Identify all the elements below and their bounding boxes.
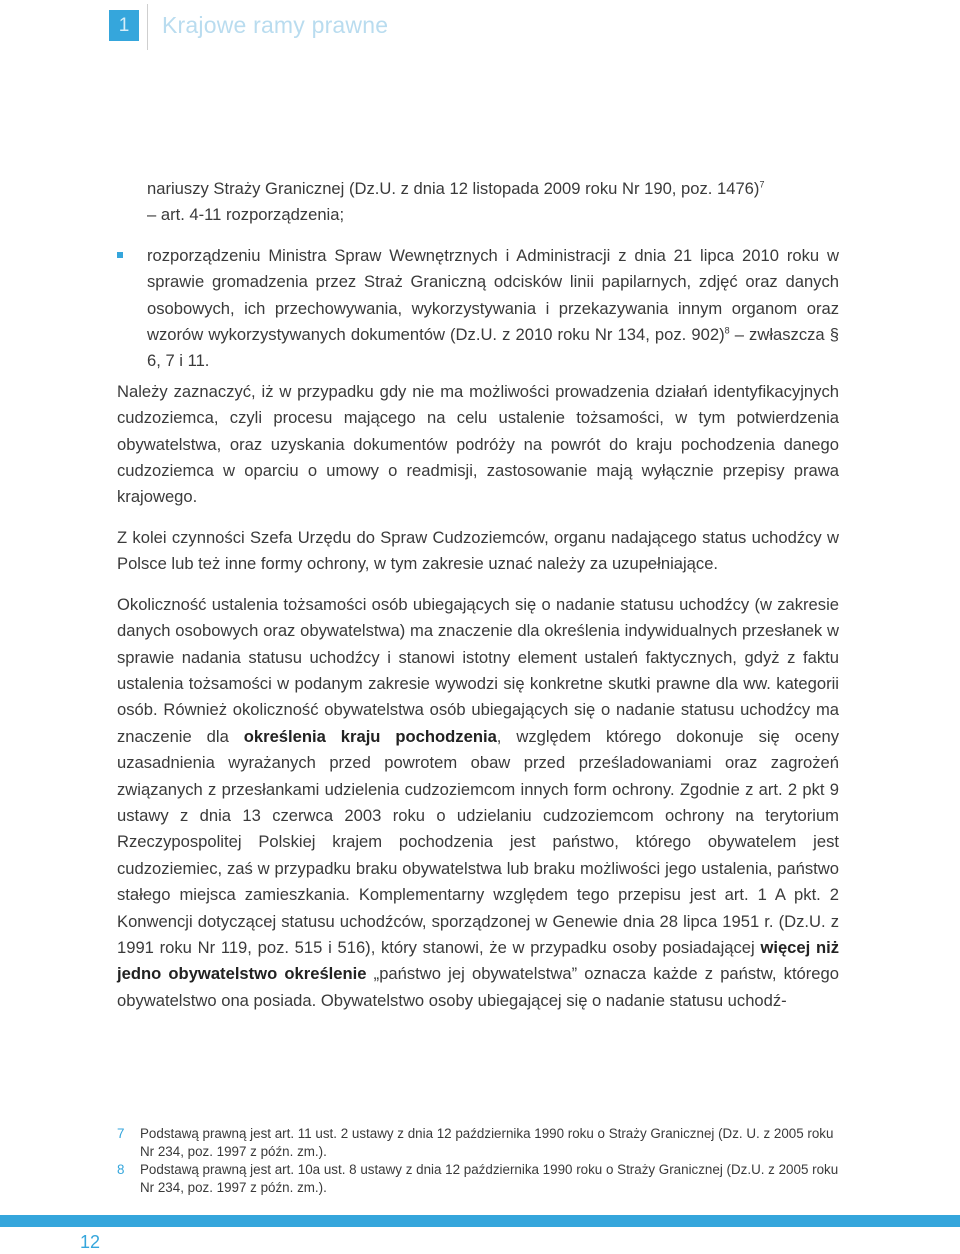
list-item-tail: – zwłaszcza § 6, 7 i 11. xyxy=(147,325,839,371)
main-content xyxy=(117,176,839,1028)
chapter-number-badge xyxy=(109,10,139,41)
bold-phrase: więcej niż jedno obywatelstwo określenie xyxy=(117,937,840,984)
footnote-ref: 8 xyxy=(724,325,730,336)
footer-bar xyxy=(0,1215,960,1227)
paragraph-text: „państwo jej obywatelstwa” oznacza każde z państw, którego obywatelstwo ona posiada. Obywatelstwo osoby ubiegającej się o nadanie statusu uchodź- xyxy=(117,964,839,1010)
header-divider xyxy=(147,4,148,50)
list-item-line: nariuszy Straży Granicznej (Dz.U. z dnia 12 listopada 2009 roku Nr 190, poz. 1476) xyxy=(147,179,760,198)
paragraph: Należy zaznaczyć, iż w przypadku gdy nie ma możliwości prowadzenia działań identyfikacyjnych cudzoziemca, czyli procesu mającego na celu ustalenie tożsamości, w tym potwierdzenia obywatelstwa, oraz uzyskania dokumentów podróży na powrót do kraju pochodzenia danego cudzoziemca w oparciu o umowy o readmisji, zastosowanie mają wyłącznie przepisy prawa krajowego. xyxy=(117,381,839,507)
paragraph: Z kolei czynności Szefa Urzędu do Spraw Cudzoziemców, organu nadającego status uchodźcy w Polsce lub też inne formy ochrony, w tym zakresie uznać należy za uzupełniające. xyxy=(117,527,839,574)
paragraph-text: Okoliczność ustalenia tożsamości osób ubiegających się o nadanie statusu uchodźcy (w zakresie danych osobowych oraz obywatelstwa) ma znaczenie dla określenia indywidualnych przesłanek w sprawie nadania statusu uchodźcy i stanowi istotny element ustaleń faktycznych, gdyż z faktu ustalenia tożsamości w podanym zakresie wywodzi się konkretne skutki prawne dla ww. kategorii osób. Również okoliczność obywatelstwa osób ubiegających się o nadanie statusu uchodźcy ma znaczenie dla xyxy=(117,594,839,746)
paragraph xyxy=(117,592,839,1015)
list-item-line: – art. 4-11 rozporządzenia; xyxy=(147,205,345,225)
page-number: 12 xyxy=(80,1232,101,1252)
bullet-list xyxy=(117,176,839,375)
list-item xyxy=(117,176,839,229)
footnote-number: 7 xyxy=(117,1126,125,1141)
list-item xyxy=(117,243,839,375)
footnote xyxy=(117,1125,839,1160)
paragraph-text: , względem którego dokonuje się oceny uzasadnienia wyrażanych przed powrotem obaw przed prześladowaniami oraz zagrożeń związanych z przesłankami udzielenia cudzoziemcom innych form ochrony. Zgodnie z art. 2 pkt 9 ustawy z dnia 13 czerwca 2003 roku o udzielaniu cudzoziemcom ochrony na terytorium Rzeczypospolitej Polskiej krajem pochodzenia jest państwo, którego obywatelem jest cudzoziemiec, zaś w przypadku braku obywatelstwa lub braku możliwości jego ustalenia, państwo stałego miejsca zamieszkania. Komplementarny względem tego przepisu jest art. 1 A pkt. 2 Konwencji dotyczącej statusu uchodźców, sporządzonej w Genewie dnia 28 lipca 1951 r. (Dz.U. z 1991 roku Nr 119, poz. 515 i 516), który stanowi, że w przypadku osoby posiadającej xyxy=(117,726,839,957)
chapter-number: 1 xyxy=(118,14,130,36)
chapter-title: Krajowe ramy prawne xyxy=(162,12,389,38)
footnotes xyxy=(117,1125,839,1197)
bold-phrase: określenia kraju pochodzenia xyxy=(243,726,497,746)
footnote-ref: 7 xyxy=(759,179,765,190)
footnote-text: Podstawą prawną jest art. 10a ust. 8 ustawy z dnia 12 października 1990 roku o Straży Granicznej (Dz.U. z 2005 roku Nr 234, poz. 1997 z późn. zm.). xyxy=(140,1162,839,1195)
footnote-text: Podstawą prawną jest art. 11 ust. 2 ustawy z dnia 12 października 1990 roku o Straży Granicznej (Dz. U. z 2005 roku Nr 234, poz. 1997 z późn. zm.). xyxy=(140,1126,834,1159)
footnote xyxy=(117,1161,839,1196)
footnote-number: 8 xyxy=(117,1162,125,1177)
list-item-text xyxy=(147,243,839,375)
list-item-text xyxy=(147,176,839,229)
list-item-body: rozporządzeniu Ministra Spraw Wewnętrznych i Administracji z dnia 21 lipca 2010 roku w sprawie gromadzenia przez Straż Graniczną odcisków linii papilarnych, zdjęć oraz danych osobowych, ich przechowywania, wykorzystywania i przekazywania innym organom oraz wzorów wykorzystywanych dokumentów (Dz.U. z 2010 roku Nr 134, poz. 902) xyxy=(147,245,839,345)
bullet-square-icon xyxy=(117,252,123,258)
